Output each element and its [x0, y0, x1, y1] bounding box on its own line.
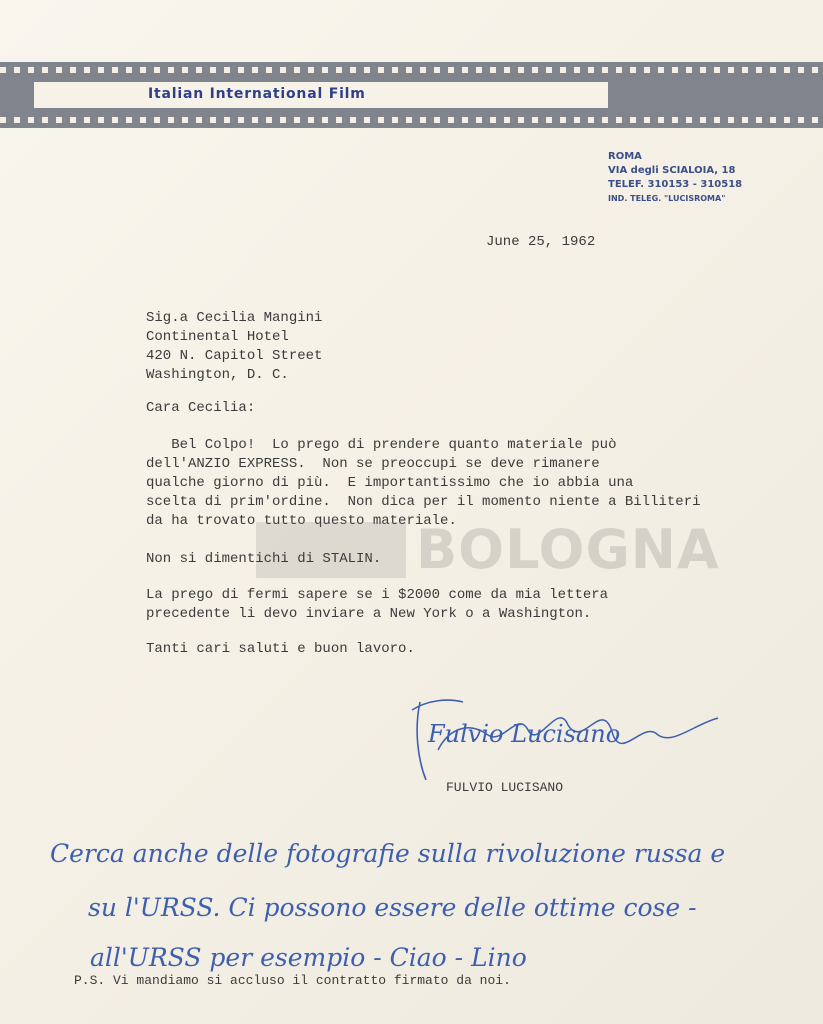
company-name: Italian International Film [148, 86, 366, 102]
film-perforations-top [0, 67, 823, 73]
signature-handwriting: Fulvio Lucisano [428, 720, 621, 748]
salutation: Cara Cecilia: [146, 400, 256, 416]
body-paragraph-2: Non si dimentichi di STALIN. [146, 551, 382, 567]
typed-signatory: FULVIO LUCISANO [446, 780, 564, 795]
signature-scribble [408, 680, 728, 790]
handwritten-line: all'URSS per esempio - Ciao - Lino [90, 943, 527, 972]
company-name-label [34, 82, 608, 108]
body-line: Bel Colpo! Lo prego di prendere quanto materiale può [146, 437, 617, 453]
signature [408, 680, 728, 790]
recipient-block [146, 309, 322, 385]
body-paragraph-3 [146, 586, 608, 624]
handwritten-note [50, 820, 780, 990]
handwritten-note-svg [50, 820, 780, 990]
watermark-logo-block [256, 522, 406, 578]
letter-date: June 25, 1962 [486, 234, 596, 250]
body-line: qualche giorno di più. E importantissimo che io abbia una [146, 475, 634, 491]
closing-line: Tanti cari saluti e buon lavoro. [146, 641, 415, 657]
watermark-text: BOLOGNA [416, 518, 720, 581]
address-city: ROMA [608, 151, 642, 162]
body-line: precedente li devo inviare a New York o a Washington. [146, 606, 592, 622]
body-line: La prego di fermi sapere se i $2000 come da mia lettera [146, 587, 609, 603]
handwritten-line: Cerca anche delle fotografie sulla rivoluzione russa e [50, 839, 726, 868]
handwritten-line: su l'URSS. Ci possono essere delle ottime cose - [88, 893, 697, 922]
film-strip-letterhead [0, 62, 823, 128]
postscript: P.S. Vi mandiamo si accluso il contratto firmato da noi. [74, 973, 511, 988]
recipient-line: Continental Hotel [146, 329, 289, 345]
address-telegraph: IND. TELEG. "LUCISROMA" [608, 194, 726, 203]
recipient-line: Washington, D. C. [146, 367, 289, 383]
body-line: scelta di prim'ordine. Non dica per il momento niente a Billiteri [146, 494, 701, 510]
film-perforations-bottom [0, 117, 823, 123]
body-line: da ha trovato tutto questo materiale. [146, 513, 457, 529]
company-address [608, 150, 742, 206]
recipient-line: 420 N. Capitol Street [146, 348, 323, 364]
recipient-line: Sig.a Cecilia Mangini [146, 310, 323, 326]
body-paragraph-1 [146, 436, 701, 531]
body-line: dell'ANZIO EXPRESS. Non se preoccupi se deve rimanere [146, 456, 600, 472]
address-phone: TELEF. 310153 - 310518 [608, 179, 743, 190]
address-street: VIA degli SCIALOIA, 18 [608, 165, 736, 176]
